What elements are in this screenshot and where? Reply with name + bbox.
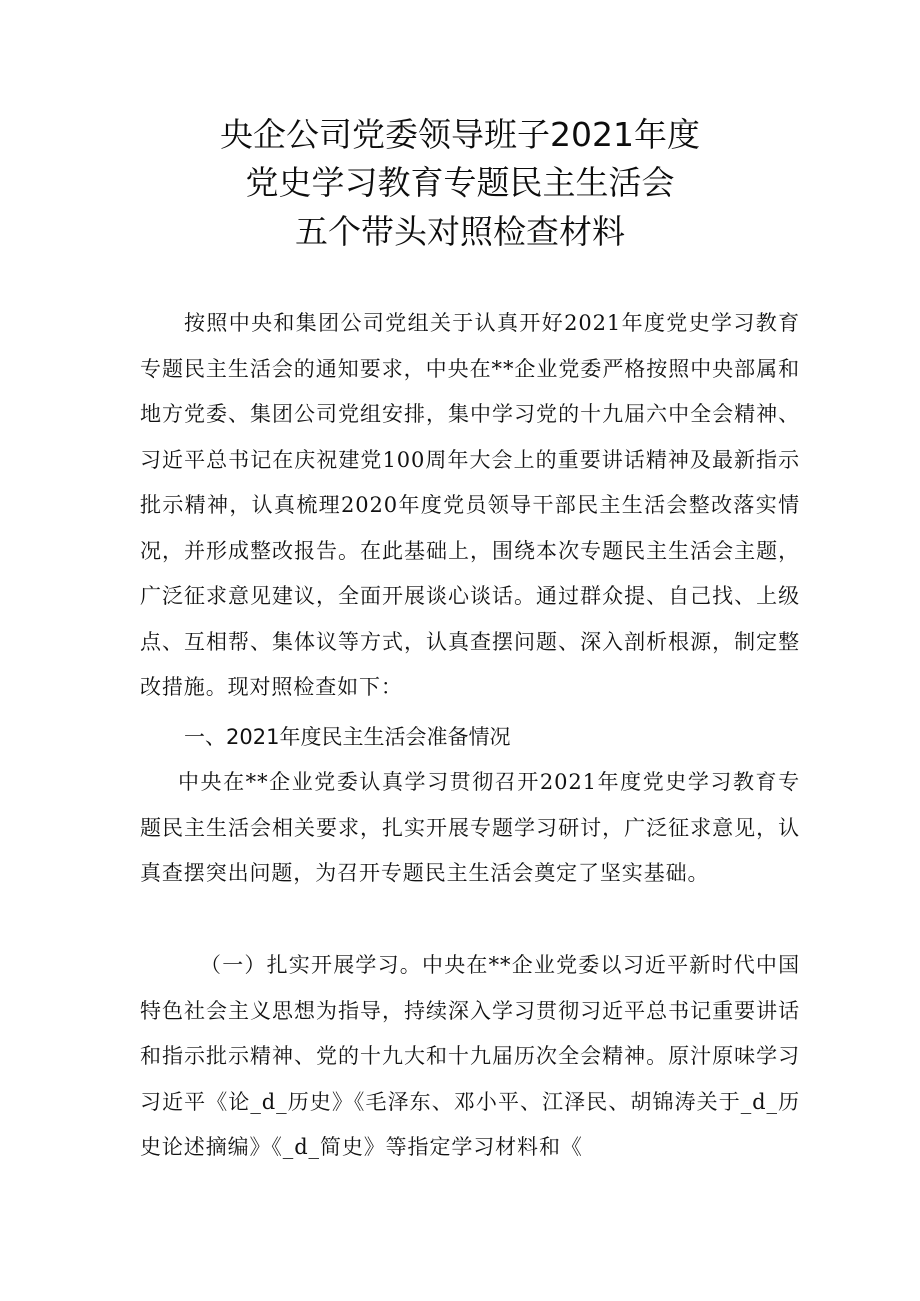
section-body-paragraph: 中央在**企业党委认真学习贯彻召开2021年度党史学习教育专题民主生活会相关要求，扎实开展专题学习研讨，广泛征求意见，认真查摆突出问题，为召开专题民主生活会奠定了坚实基础。	[140, 770, 800, 885]
document-title-line-1: 央企公司党委领导班子2021年度	[220, 115, 700, 154]
intro-paragraph: 按照中央和集团公司党组关于认真开好2021年度党史学习教育专题民主生活会的通知要求，中央在**企业党委严格按照中央部属和地方党委、集团公司党组安排，集中学习党的十九届六中全会精神、习近平总书记在庆祝建党100周年大会上的重要讲话精神及最新指示批示精神，认真梳理2020年度党员领导干部民主生活会整改落实情况，并形成整改报告。在此基础上，围绕本次专题民主生活会主题，广泛征求意见建议，全面开展谈心谈话。通过群众提、自己找、上级点、互相帮、集体议等方式，认真查摆问题、深入剖析根源，制定整改措施。现对照检查如下：	[140, 311, 800, 699]
section-heading-preparation: 一、2021年度民主生活会准备情况	[184, 725, 511, 749]
document-title-line-2: 党史学习教育专题民主生活会	[245, 163, 675, 202]
document-title-line-3: 五个带头对照检查材料	[295, 212, 625, 251]
subsection-study-paragraph: （一）扎实开展学习。中央在**企业党委以习近平新时代中国特色社会主义思想为指导，持续深入学习贯彻习近平总书记重要讲话和指示批示精神、党的十九大和十九届历次全会精神。原汁原味学习习近平《论_d_历史》《毛泽东、邓小平、江泽民、胡锦涛关于_d_历史论述摘编》《_d_简史》等指定学习材料和《	[140, 953, 800, 1159]
